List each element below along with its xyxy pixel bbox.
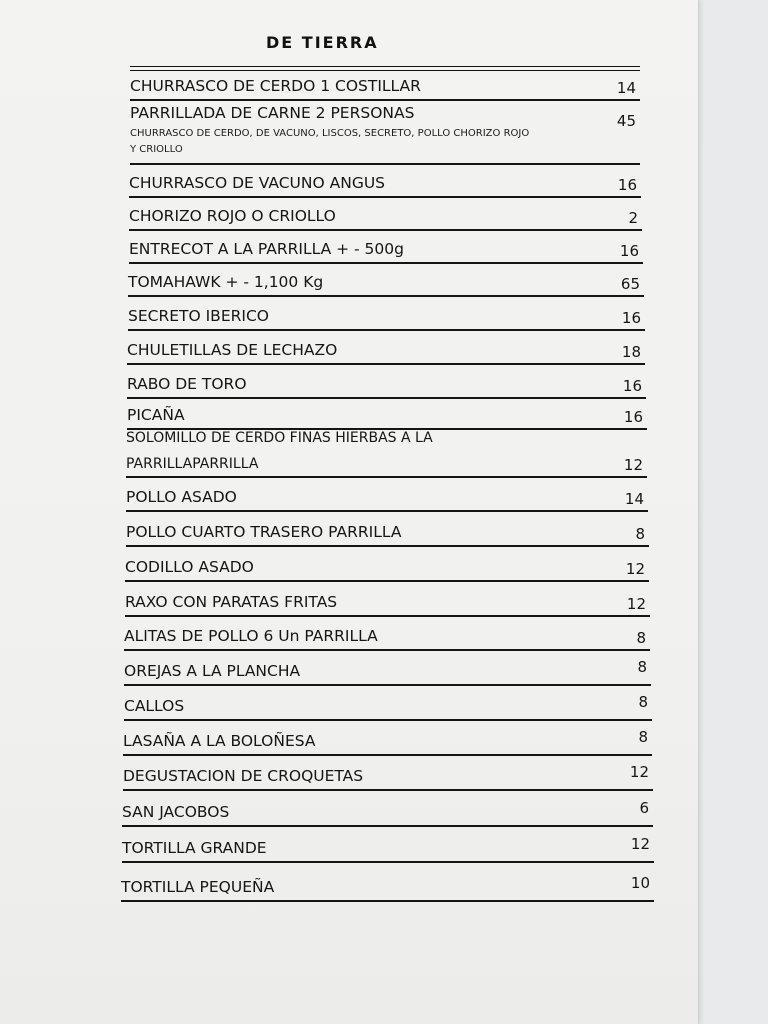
section-title: DE TIERRA [266, 33, 379, 52]
menu-item-price: 16 [621, 309, 641, 327]
menu-item-name: POLLO ASADO [126, 488, 237, 506]
menu-item-price: 8 [637, 658, 647, 676]
menu-item-price: 12 [623, 456, 643, 474]
menu-item-name: DEGUSTACION DE CROQUETAS [123, 767, 364, 785]
menu-item-name: CHURRASCO DE VACUNO ANGUS [129, 174, 386, 192]
menu-item-price: 2 [628, 209, 638, 227]
menu-item-row [122, 826, 654, 863]
menu-item-row [124, 650, 651, 686]
menu-item-price: 16 [617, 176, 637, 194]
menu-item-row [129, 230, 643, 264]
menu-item-name: OREJAS A LA PLANCHA [124, 662, 301, 680]
menu-item-price: 12 [629, 763, 649, 781]
menu-item-name: SAN JACOBOS [122, 803, 230, 821]
menu-item-name: PICAÑA [127, 406, 185, 424]
menu-item-row [129, 164, 641, 198]
menu-item-name: POLLO CUARTO TRASERO PARRILLA [126, 523, 402, 541]
menu-item-row [126, 429, 647, 478]
menu-item-name: RAXO CON PARATAS FRITAS [125, 593, 338, 611]
menu-item-price: 10 [630, 874, 650, 892]
menu-item-name: SECRETO IBERICO [128, 307, 269, 325]
menu-item-price: 16 [622, 377, 642, 395]
menu-item-name: ALITAS DE POLLO 6 Un PARRILLA [124, 627, 378, 645]
menu-item-row [123, 720, 652, 756]
menu-item-price: 65 [620, 275, 640, 293]
menu-item-price: 8 [638, 728, 648, 746]
menu-item-row [126, 511, 649, 547]
menu-item-row [125, 546, 649, 582]
menu-item-row [127, 398, 647, 430]
menu-item-price: 16 [619, 242, 639, 260]
menu-item-name: CHURRASCO DE CERDO 1 COSTILLAR [130, 77, 421, 95]
menu-item-name: PARRILLADA DE CARNE 2 PERSONAS [130, 104, 415, 122]
menu-item-price: 8 [638, 693, 648, 711]
menu-item-name: TORTILLA PEQUEÑA [121, 878, 275, 896]
double-rule-bottom [130, 70, 640, 71]
menu-item-row [130, 72, 640, 101]
menu-item-price: 8 [636, 629, 646, 647]
menu-item-price: 16 [623, 408, 643, 426]
menu-item-price: 12 [630, 835, 650, 853]
menu-item-name: CHORIZO ROJO O CRIOLLO [129, 207, 336, 225]
menu-item-row [128, 263, 644, 297]
menu-item-price: 12 [625, 560, 645, 578]
menu-item-row [126, 477, 648, 512]
menu-item-price: 8 [635, 525, 645, 543]
menu-item-price: 14 [624, 490, 644, 508]
double-rule-top [130, 66, 640, 67]
menu-item-row [125, 581, 650, 617]
menu-item-row [127, 330, 645, 365]
menu-item-row [121, 862, 654, 902]
menu-item-name: CALLOS [124, 697, 185, 715]
menu-item-name: LASAÑA A LA BOLOÑESA [123, 732, 316, 750]
menu-item-row [129, 197, 642, 231]
menu-item-detail: CHURRASCO DE CERDO, DE VACUNO, LISCOS, SECRETO, POLLO CHORIZO ROJO [130, 128, 530, 139]
menu-item-name: CODILLO ASADO [125, 558, 254, 576]
menu-item-row [127, 364, 646, 399]
menu-item-name-continued: PARRILLAPARRILLA [126, 456, 259, 472]
menu-item-name: ENTRECOT A LA PARRILLA + - 500g [129, 240, 404, 258]
menu-item-price: 6 [639, 799, 649, 817]
menu-item-detail: Y CRIOLLO [130, 144, 183, 155]
menu-item-price: 14 [616, 79, 636, 97]
menu-item-name: CHULETILLAS DE LECHAZO [127, 341, 338, 359]
menu-item-row [130, 100, 640, 165]
menu-item-row [124, 616, 650, 651]
menu-item-price: 18 [621, 343, 641, 361]
menu-item-row [123, 755, 653, 791]
menu-item-name: SOLOMILLO DE CERDO FINAS HIERBAS A LA [126, 430, 433, 446]
menu-item-row [122, 790, 653, 827]
menu-item-name: RABO DE TORO [127, 375, 247, 393]
menu-item-price: 45 [616, 112, 636, 130]
menu-item-row [124, 685, 652, 721]
menu-item-name: TOMAHAWK + - 1,100 Kg [128, 273, 324, 291]
menu-item-row [128, 296, 645, 331]
menu-item-name: TORTILLA GRANDE [122, 839, 267, 857]
menu-item-price: 12 [626, 595, 646, 613]
